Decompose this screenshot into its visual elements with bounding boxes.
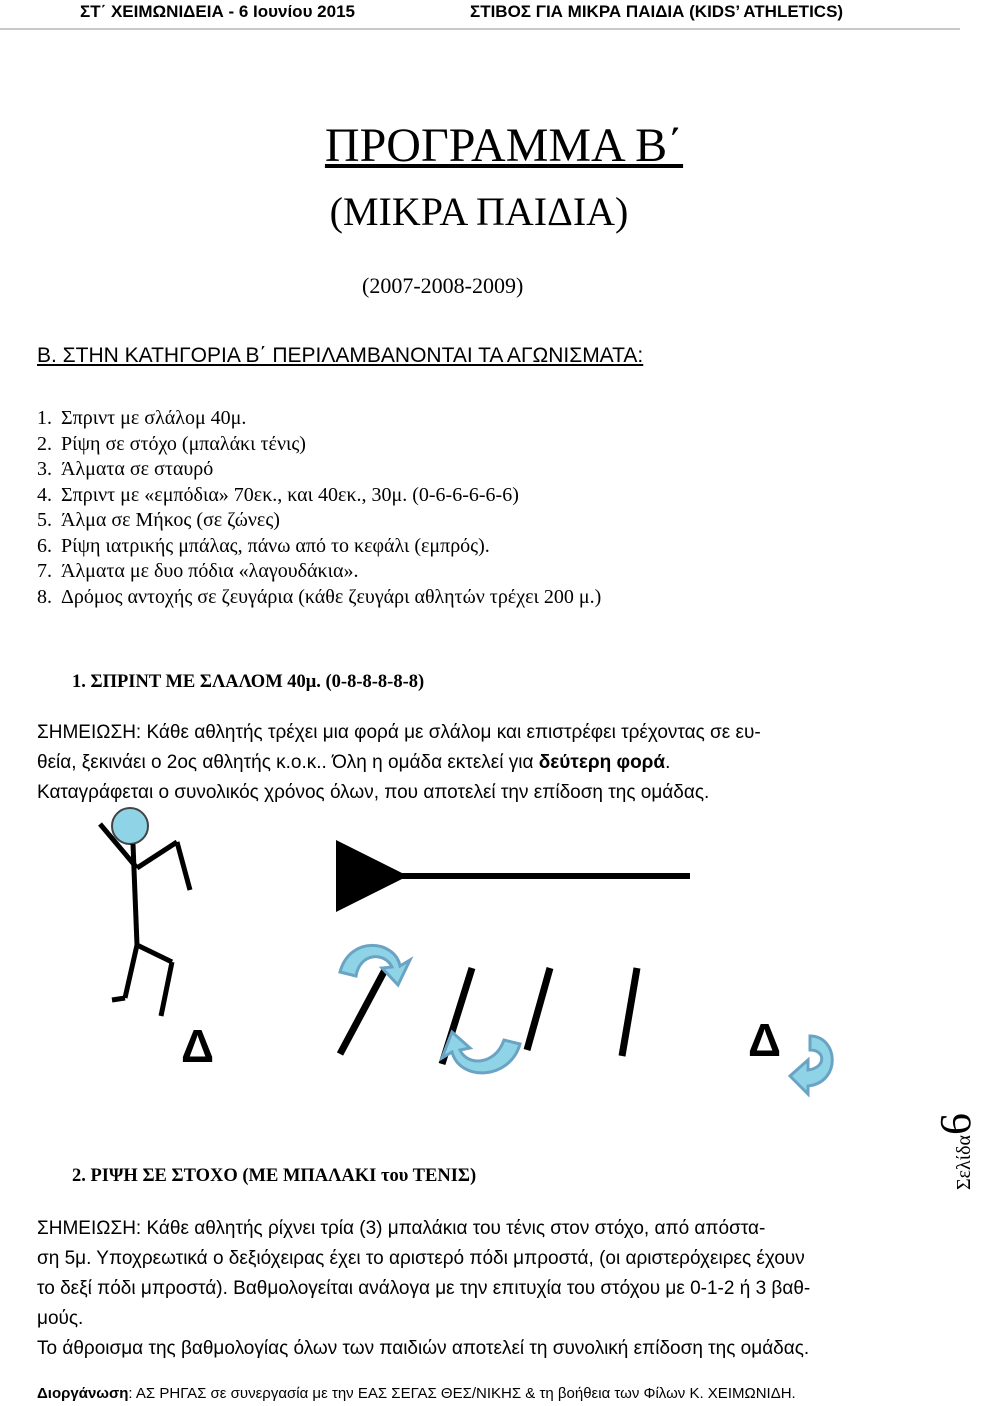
note-line: μούς. [37, 1308, 84, 1329]
item-number: 8. [37, 585, 52, 608]
item-number: 4. [37, 483, 52, 506]
curved-arrow [340, 945, 410, 985]
curved-arrow [790, 1036, 832, 1094]
header-right: ΣΤΙΒΟΣ ΓΙΑ ΜΙΚΡΑ ΠΑΙΔΙΑ (KIDS’ ATHLETICS) [470, 2, 844, 21]
page-word: Σελίδα [953, 1134, 975, 1190]
pole [527, 968, 550, 1050]
note-emphasis: δεύτερη φορά [538, 752, 666, 773]
item-number: 3. [37, 458, 52, 480]
page-title-text: ΠΡΟΓΡΑΜΜΑ Β΄ [324, 119, 684, 172]
note-text: θεία, ξεκινάει ο 2ος αθλητής κ.ο.κ.. Όλη η ομάδα εκτελεί για [37, 752, 539, 773]
list-item [37, 457, 601, 483]
marker-left: Δ [181, 1020, 215, 1072]
list-item [37, 483, 601, 509]
list-item [37, 406, 601, 432]
header-divider [0, 28, 960, 30]
item-number: 6. [37, 534, 52, 557]
item-text: Ρίψη ιατρικής μπάλας, πάνω από το κεφάλι (εμπρός). [61, 534, 490, 557]
section-heading: Β. ΣΤΗΝ ΚΑΤΗΓΟΡΙΑ Β΄ ΠΕΡΙΛΑΜΒΑΝΟΝΤΑΙ ΤΑ ΑΓΩΝΙΣΜΑΤΑ: [37, 344, 644, 367]
note-line: ΣΗΜΕΙΩΣΗ: Κάθε αθλητής ρίχνει τρία (3) μπαλάκια του τένις στον στόχο, από απόστα- [37, 1218, 766, 1239]
page-subtitle-text: (ΜΙΚΡΑ ΠΑΙΔΙΑ) [329, 189, 629, 234]
note-text: . [665, 752, 671, 773]
events-list [37, 406, 601, 610]
item-text: Σπριντ με «εμπόδια» 70εκ., και 40εκ., 30μ. (0-6-6-6-6-6) [61, 483, 519, 506]
note-line: Καταγράφεται ο συνολικός χρόνος όλων, που αποτελεί την επίδοση της ομάδας. [37, 782, 710, 803]
footer [37, 1385, 796, 1402]
note-line: Το άθροισμα της βαθμολογίας όλων των παιδιών αποτελεί τη συνολική επίδοση της ομάδας. [37, 1338, 810, 1359]
year-range: (2007-2008-2009) [362, 273, 524, 298]
footer-text: : ΑΣ ΡΗΓΑΣ σε συνεργασία με την ΕΑΣ ΣΕΓΑΣ ΘΕΣ/ΝΙΚΗΣ & τη βοήθεια των Φίλων Κ. ΧΕΙΜΩΝΙΔΗ. [128, 1385, 796, 1402]
list-item [37, 534, 601, 560]
note-line: ΣΗΜΕΙΩΣΗ: Κάθε αθλητής τρέχει μια φορά με σλάλομ και επιστρέφει τρέχοντας σε ευ- [37, 722, 761, 743]
note-line [37, 748, 879, 778]
event1-note [37, 718, 879, 808]
note-line: το δεξί πόδι μπροστά). Βαθμολογείται ανάλογα με την επιτυχία του στόχου με 0-1-2 ή 3 βαθ- [37, 1278, 811, 1299]
note-line: ση 5μ. Υποχρεωτικά ο δεξιόχειρας έχει το αριστερό πόδι μπροστά, (οι αριστερόχειρες έχουν [37, 1248, 805, 1269]
event1-heading: 1. ΣΠΡΙΝΤ ΜΕ ΣΛΑΛΟΜ 40μ. (0-8-8-8-8-8) [72, 672, 425, 692]
list-item [37, 559, 601, 585]
header-left: ΣΤ΄ ΧΕΙΜΩΝΙΔΕΙΑ - 6 Ιουνίου 2015 [80, 2, 356, 21]
curved-arrow [442, 1032, 520, 1073]
page-title [0, 118, 960, 173]
event2-note [37, 1214, 879, 1364]
item-text: Δρόμος αντοχής σε ζευγάρια (κάθε ζευγάρι αθλητών τρέχει 200 μ.) [61, 585, 602, 608]
item-number: 5. [37, 509, 52, 531]
page-number-label [930, 1113, 981, 1190]
item-text: Ρίψη σε στόχο (μπαλάκι τένις) [61, 432, 306, 455]
pole [340, 968, 386, 1054]
item-text: Άλματα με δυο πόδια «λαγουδάκια». [61, 560, 359, 582]
runner-head [112, 808, 148, 844]
runner-figure [100, 808, 190, 1016]
item-number: 7. [37, 560, 52, 582]
item-number: 1. [37, 407, 52, 429]
item-number: 2. [37, 432, 52, 455]
footer-label: Διοργάνωση [37, 1385, 129, 1402]
item-text: Σπριντ με σλάλομ 40μ. [61, 407, 247, 429]
item-text: Άλμα σε Μήκος (σε ζώνες) [61, 509, 280, 531]
item-text: Άλματα σε σταυρό [61, 458, 214, 480]
page-number: 6 [931, 1112, 980, 1135]
list-item [37, 585, 601, 611]
marker-right: Δ [748, 1014, 782, 1066]
slalom-diagram [0, 800, 960, 1100]
pole [622, 968, 637, 1056]
event2-heading: 2. ΡΙΨΗ ΣΕ ΣΤΟΧΟ (ΜΕ ΜΠΑΛΑΚΙ του ΤΕΝΙΣ) [72, 1166, 477, 1186]
page-subtitle [0, 188, 960, 235]
list-item [37, 432, 601, 458]
list-item [37, 508, 601, 534]
